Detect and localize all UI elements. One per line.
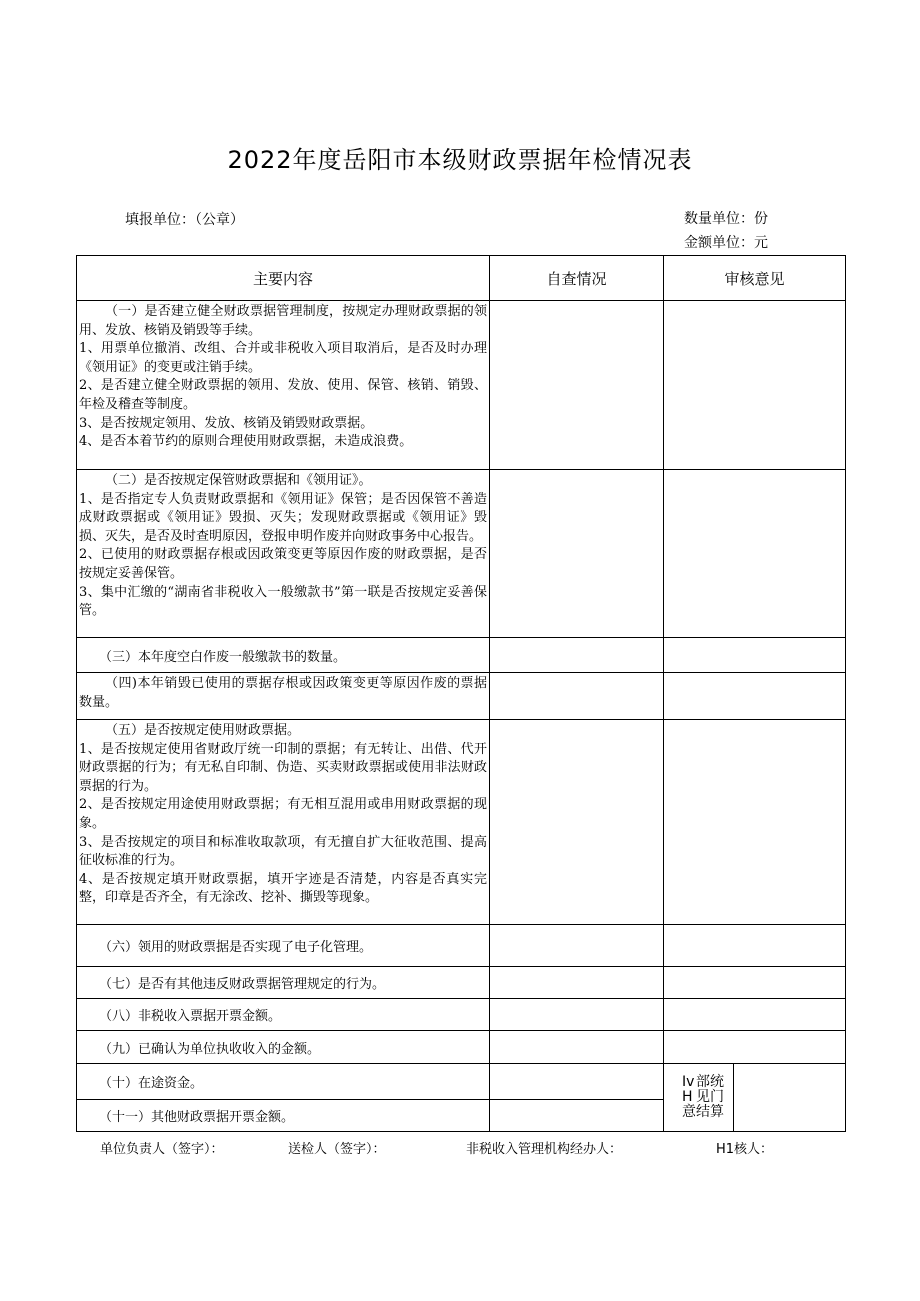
review-cell[interactable] [664,301,846,470]
table-row [77,967,846,999]
section-2-cell [77,470,490,638]
self-check-cell[interactable] [490,967,664,999]
section-5-cell [77,720,490,925]
review-cell[interactable] [664,1031,846,1064]
self-check-cell[interactable] [490,301,664,470]
table-row [77,999,846,1031]
self-check-cell[interactable] [490,673,664,720]
review-side-note-cell [664,1064,846,1132]
review-cell[interactable] [664,967,846,999]
self-check-cell[interactable] [490,638,664,673]
section-heading: （一）是否建立健全财政票据管理制度，按规定办理财政票据的领用、发放、核销及销毁等手续。 [79,304,487,338]
quantity-unit-label: 数量单位：份 [684,211,768,227]
section-heading: （四)本年销毁已使用的票据存根或因政策变更等原因作废的票据数量。 [79,676,487,710]
section-item: 2、已使用的财政票据存根或因政策变更等原因作废的财政票据，是否按规定妥善保管。 [79,547,487,581]
page-title: 2022年度岳阳市本级财政票据年检情况表 [227,146,693,174]
review-cell[interactable] [664,470,846,638]
self-check-cell[interactable] [490,925,664,967]
table-row [77,1031,846,1064]
section-7-cell: （七）是否有其他违反财政票据管理规定的行为。 [77,967,490,999]
review-cell[interactable] [664,673,846,720]
reviewer-signature: H1核人： [716,1142,774,1157]
amount-unit-label: 金额单位：元 [684,235,768,251]
section-item: 3、集中汇缴的“湖南省非税收入一般缴款书”第一联是否按规定妥善保管。 [79,584,487,619]
side-note-box [664,1064,734,1131]
review-cell[interactable] [734,1064,845,1131]
self-check-cell[interactable] [490,1064,664,1100]
section-item: 1、是否指定专人负责财政票据和《领用证》保管；是否因保管不善造成财政票据或《领用证》毁损、灭失；发现财政票据或《领用证》毁损、灭失，是否及时查明原因，登报申明作废并向财政事务中心报告。 [79,491,487,544]
side-note-col2: 部见结 [696,1074,710,1120]
section-heading: （五）是否按规定使用财政票据。 [105,723,301,738]
section-1-cell [77,301,490,470]
section-item: 1、用票单位撤消、改组、合并或非税收入项目取消后，是否及时办理《领用证》的变更或注销手续。 [79,341,487,375]
section-3-cell: （三）本年度空白作废一般缴款书的数量。 [77,638,490,673]
inspector-signature: 送检人（签字）： [288,1142,386,1157]
self-check-cell[interactable] [490,1100,664,1132]
section-heading: （二）是否按规定保管财政票据和《领用证》。 [105,473,372,488]
table-row [77,638,846,673]
section-item: 4、是否本着节约的原则合理使用财政票据，未造成浪费。 [79,434,413,450]
self-check-cell[interactable] [490,470,664,638]
review-cell[interactable] [664,925,846,967]
inspection-table [76,255,846,1132]
table-row [77,925,846,967]
side-note-col1: IvH意 [682,1074,696,1120]
column-header-content: 主要内容 [77,256,490,301]
section-11-cell: （十一）其他财政票据开票金额。 [77,1100,490,1132]
section-item: 2、是否按规定用途使用财政票据；有无相互混用或串用财政票据的现象。 [79,797,487,831]
reporting-unit-label: 填报单位：（公章） [125,212,244,228]
review-cell[interactable] [664,720,846,925]
section-item: 2、是否建立健全财政票据的领用、发放、使用、保管、核销、销毁、年检及稽查等制度。 [79,378,487,412]
section-item: 3、是否按规定的项目和标准收取款项，有无擅自扩大征收范围、提高征收标准的行为。 [79,834,487,869]
section-8-cell: （八）非税收入票据开票金额。 [77,999,490,1031]
section-4-cell [77,673,490,720]
self-check-cell[interactable] [490,999,664,1031]
review-cell[interactable] [664,638,846,673]
self-check-cell[interactable] [490,720,664,925]
table-row [77,301,846,470]
section-9-cell: （九）已确认为单位执收收入的金额。 [77,1031,490,1064]
table-row [77,673,846,720]
table-row [77,470,846,638]
table-row [77,720,846,925]
unit-head-signature: 单位负责人（签字）： [100,1142,224,1157]
column-header-review: 审核意见 [664,256,846,301]
section-item: 1、是否按规定使用省财政厅统一印制的票据；有无转让、出借、代开财政票据的行为；有无私自印制、伪造、买卖财政票据或使用非法财政票据的行为。 [79,741,487,794]
section-item: 4、是否按规定填开财政票据，填开字迹是否清楚，内容是否真实完整，印章是否齐全，有无涂改、挖补、撕毁等现象。 [79,871,487,906]
handler-signature: 非税收入管理机构经办人： [466,1142,623,1157]
column-header-self-check: 自查情况 [490,256,664,301]
table-header-row [77,256,846,301]
section-10-cell: （十）在途资金。 [77,1064,490,1100]
side-note-col3: 统门算 [710,1074,724,1120]
section-item: 3、是否按规定领用、发放、核销及销毁财政票据。 [79,415,374,431]
table-row [77,1064,846,1100]
section-6-cell: （六）领用的财政票据是否实现了电子化管理。 [77,925,490,967]
review-cell[interactable] [664,999,846,1031]
self-check-cell[interactable] [490,1031,664,1064]
